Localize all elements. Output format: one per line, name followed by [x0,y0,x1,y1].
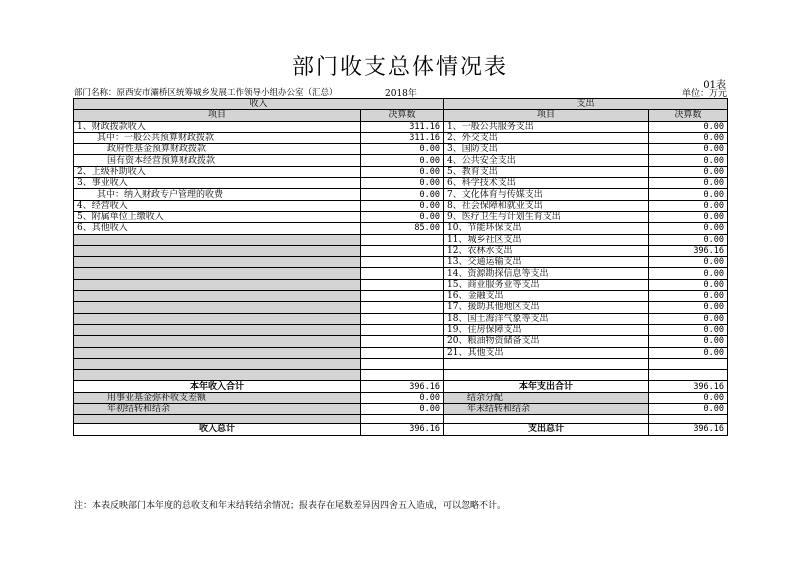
income-balance-amount: 0.00 [361,392,444,403]
income-item-header: 项目 [74,110,361,121]
expense-item: 9、医疗卫生与计划生育支出 [444,211,649,222]
income-amount: 85.00 [361,223,444,234]
expense-balance-amount: 0.00 [649,404,728,415]
income-amount: 0.00 [361,200,444,211]
income-item: 6、其他收入 [74,223,361,234]
income-item: 1、财政拨款收入 [74,121,361,132]
report-year: 2018年 [385,89,417,99]
expense-total-value: 396.16 [649,381,728,392]
table-row [74,166,728,177]
expense-amount: 0.00 [649,211,728,222]
expense-item: 21、其他支出 [444,347,649,358]
expense-amount: 396.16 [649,245,728,256]
income-grand-total-value: 396.16 [361,424,444,435]
expense-amount: 0.00 [649,268,728,279]
expense-item: 2、外交支出 [444,132,649,143]
income-amount-header: 决算数 [361,110,444,121]
income-amount: 311.16 [361,121,444,132]
table-row [74,155,728,166]
table-row [74,121,728,132]
expense-amount: 0.00 [649,347,728,358]
expense-amount: 0.00 [649,291,728,302]
table-row [74,200,728,211]
blank-cell [361,415,444,424]
table-row [74,347,728,358]
page-title: 部门收支总体情况表 [291,55,508,80]
income-amount [361,279,444,290]
expense-item: 4、公共安全支出 [444,155,649,166]
expense-header: 支出 [444,99,728,110]
income-item [74,268,361,279]
expense-amount: 0.00 [649,336,728,347]
table-row [74,178,728,189]
income-balance-item: 年初结转和结余 [74,404,361,415]
table-row [74,144,728,155]
blank-cell [444,370,649,381]
income-item: 国有资本经营预算财政拨款 [74,155,361,166]
income-item: 其中：纳入财政专户管理的收费 [74,189,361,200]
table-row [74,279,728,290]
income-amount [361,257,444,268]
expense-amount: 0.00 [649,279,728,290]
expense-item: 7、文化体育与传媒支出 [444,189,649,200]
expense-grand-total-value: 396.16 [649,424,728,435]
table-row [74,324,728,335]
total-row [74,381,728,392]
expense-item: 12、农林水支出 [444,245,649,256]
income-amount [361,336,444,347]
income-amount [361,347,444,358]
unit-label: 单位：万元 [681,89,727,99]
income-item: 5、附属单位上缴收入 [74,211,361,222]
expense-item: 11、城乡社区支出 [444,234,649,245]
expense-item: 18、国土海洋气象等支出 [444,313,649,324]
expense-amount-header: 决算数 [649,110,728,121]
income-amount: 0.00 [361,155,444,166]
expense-amount: 0.00 [649,234,728,245]
department-name: 原西安市灞桥区统筹城乡发展工作领导小组办公室（汇总） [116,88,338,98]
expense-item: 10、节能环保支出 [444,223,649,234]
section-header-row [74,99,728,110]
table-row [74,223,728,234]
table-row [74,211,728,222]
expense-amount: 0.00 [649,189,728,200]
table-row [74,234,728,245]
table-row [74,132,728,143]
income-item [74,313,361,324]
blank-cell [74,358,361,369]
income-item [74,324,361,335]
income-amount: 311.16 [361,132,444,143]
table-body [74,99,728,436]
column-header-row [74,110,728,121]
expense-amount: 0.00 [649,200,728,211]
blank-cell [649,415,728,424]
income-item: 4、经营收入 [74,200,361,211]
income-header: 收入 [74,99,444,110]
income-item [74,279,361,290]
expense-amount: 0.00 [649,155,728,166]
expense-amount: 0.00 [649,257,728,268]
income-total-label: 本年收入合计 [74,381,361,392]
expense-amount: 0.00 [649,144,728,155]
expense-item: 13、交通运输支出 [444,257,649,268]
blank-cell [649,358,728,369]
income-balance-item: 用事业基金弥补收支差额 [74,392,361,403]
income-amount [361,302,444,313]
expense-amount: 0.00 [649,178,728,189]
expense-amount: 0.00 [649,166,728,177]
income-grand-total-label: 收入总计 [74,424,361,435]
table-row [74,245,728,256]
blank-cell [74,370,361,381]
blank-cell [361,370,444,381]
income-amount [361,245,444,256]
expense-item: 8、社会保障和就业支出 [444,200,649,211]
expense-total-label: 本年支出合计 [444,381,649,392]
income-amount [361,324,444,335]
income-item [74,291,361,302]
expense-balance-amount: 0.00 [649,392,728,403]
income-amount: 0.00 [361,178,444,189]
income-amount [361,268,444,279]
income-item [74,257,361,268]
table-row [74,313,728,324]
department-line [74,86,338,98]
blank-cell [74,415,361,424]
summary-table [73,98,728,436]
expense-amount: 0.00 [649,121,728,132]
expense-item: 5、教育支出 [444,166,649,177]
income-item: 政府性基金预算财政拨款 [74,144,361,155]
balance-row [74,392,728,403]
expense-grand-total-label: 支出总计 [444,424,649,435]
table-row [74,189,728,200]
income-item: 其中：一般公共预算财政拨款 [74,132,361,143]
table-row [74,257,728,268]
table-row [74,291,728,302]
income-total-value: 396.16 [361,381,444,392]
expense-amount: 0.00 [649,132,728,143]
blank-cell [649,370,728,381]
table-row [74,268,728,279]
expense-balance-item: 年末结转和结余 [444,404,649,415]
income-amount: 0.00 [361,166,444,177]
income-balance-amount: 0.00 [361,404,444,415]
income-item [74,302,361,313]
income-amount [361,313,444,324]
expense-item: 17、援助其他地区支出 [444,302,649,313]
expense-amount: 0.00 [649,223,728,234]
expense-item: 14、资源勘探信息等支出 [444,268,649,279]
income-amount [361,234,444,245]
blank-cell [444,415,649,424]
expense-item: 19、住房保障支出 [444,324,649,335]
grand-total-row [74,424,728,435]
expense-balance-item: 结余分配 [444,392,649,403]
balance-row [74,404,728,415]
income-item [74,336,361,347]
expense-item: 6、科学技术支出 [444,178,649,189]
blank-cell [444,358,649,369]
income-item [74,347,361,358]
income-amount: 0.00 [361,211,444,222]
expense-item: 16、金融支出 [444,291,649,302]
form-number: 01表 [703,80,726,91]
income-amount [361,291,444,302]
expense-item: 1、一般公共服务支出 [444,121,649,132]
income-amount: 0.00 [361,144,444,155]
blank-row [74,370,728,381]
expense-amount: 0.00 [649,313,728,324]
expense-item: 20、粮油物资储备支出 [444,336,649,347]
expense-item-header: 项目 [444,110,649,121]
income-item [74,245,361,256]
income-item [74,234,361,245]
blank-row [74,358,728,369]
income-item: 2、上级补助收入 [74,166,361,177]
blank-cell [361,358,444,369]
department-label: 部门名称： [74,88,117,98]
footnote: 注：本表反映部门本年度的总收支和年末结转结余情况；报表存在尾数差异因四舍五入造成，可以忽略不计。 [74,501,507,511]
income-item: 3、事业收入 [74,178,361,189]
expense-amount: 0.00 [649,302,728,313]
gap-row [74,415,728,424]
income-amount: 0.00 [361,189,444,200]
expense-amount: 0.00 [649,324,728,335]
table-row [74,302,728,313]
expense-item: 15、商业服务业等支出 [444,279,649,290]
expense-item: 3、国防支出 [444,144,649,155]
table-row [74,336,728,347]
